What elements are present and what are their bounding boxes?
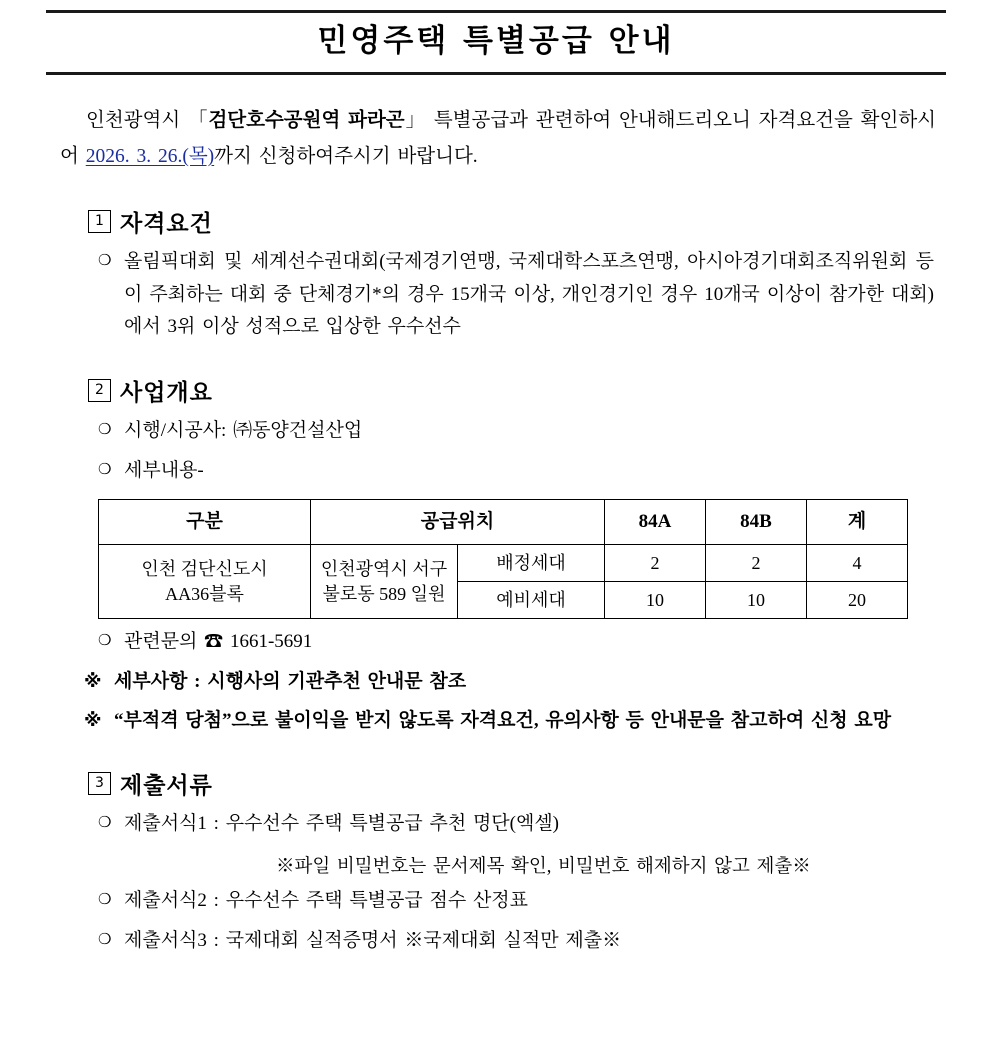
- circle-bullet-icon: ❍: [98, 459, 112, 478]
- intro-after-name: 」 특별공급과 관련하여 안내해드리오니 자격요건을 확인하시어: [60, 109, 936, 167]
- circle-bullet-icon: ❍: [98, 812, 112, 831]
- reference-mark-icon: ※: [84, 709, 102, 731]
- page-title: 민영주택 특별공급 안내: [317, 23, 675, 59]
- table-cell-reserve-total: 20: [807, 582, 908, 619]
- section-number: 3: [88, 772, 111, 795]
- table-row: [99, 544, 908, 581]
- contact-label: 관련문의: [124, 631, 198, 653]
- table-cell-allocated-84a: 2: [605, 544, 706, 581]
- section-title: 제출서류: [120, 772, 213, 799]
- note-text: “부적격 당첨”으로 불이익을 받지 않도록 자격요건, 유의사항 등 안내문을 참고하여 신청 요망: [114, 709, 892, 731]
- deadline-date: 2026. 3. 26.(목): [85, 145, 215, 167]
- supply-table-wrapper: [98, 499, 946, 619]
- table-header-84a: 84A: [605, 500, 706, 545]
- table-header-84b: 84B: [706, 500, 807, 545]
- gubun-line2: AA36블록: [165, 583, 244, 604]
- table-header-row: [99, 500, 908, 545]
- table-cell-location: [311, 544, 458, 619]
- table-cell-gubun: [99, 544, 311, 619]
- circle-bullet-icon: ❍: [98, 631, 112, 650]
- list-item: [98, 246, 946, 344]
- table-header-total: 계: [807, 500, 908, 545]
- gubun-line1: 인천 검단신도시: [141, 559, 268, 580]
- loc-line1: 인천광역시 서구: [320, 559, 448, 580]
- table-cell-allocated-label: 배정세대: [458, 544, 605, 581]
- note-row: [84, 667, 946, 698]
- note-row: [84, 706, 946, 737]
- reference-mark-icon: ※: [84, 671, 102, 693]
- password-note: ※파일 비밀번호는 문서제목 확인, 비밀번호 해제하지 않고 제출※: [276, 857, 811, 878]
- section-number: 1: [88, 210, 111, 233]
- table-cell-allocated-84b: 2: [706, 544, 807, 581]
- developer-text: 시행/시공사: ㈜동양건설산업: [124, 419, 363, 441]
- supply-table: [98, 499, 908, 619]
- section-heading-documents: [88, 767, 946, 800]
- section-title: 사업개요: [120, 379, 213, 406]
- table-header-location: 공급위치: [311, 500, 605, 545]
- circle-bullet-icon: ❍: [98, 419, 112, 438]
- qualification-text: 올림픽대회 및 세계선수권대회(국제경기연맹, 국제대학스포츠연맹, 아시아경기대회조직위원회 등이 주최하는 대회 중 단체경기*의 경우 15개국 이상, 개인경기인 경우 10개국 이상이 참가한 대회)에서 3위 이상 성적으로 입상한 우수선수: [124, 250, 934, 338]
- list-item: [98, 925, 946, 958]
- section-number: 2: [88, 379, 111, 402]
- intro-tail: 까지 신청하여주시기 바랍니다.: [214, 145, 478, 167]
- circle-bullet-icon: ❍: [98, 890, 112, 909]
- table-cell-reserve-84a: 10: [605, 582, 706, 619]
- document-form-1: 제출서식1 : 우수선수 주택 특별공급 추천 명단(엑셀): [124, 812, 560, 834]
- project-name: 검단호수공원역 파라곤: [208, 109, 405, 131]
- list-item: [98, 415, 946, 448]
- contact-text: [124, 626, 946, 659]
- note-text: 세부사항 : 시행사의 기관추천 안내문 참조: [114, 671, 467, 693]
- loc-line2: 불로동 589 일원: [322, 583, 446, 604]
- title-block: [46, 10, 946, 75]
- intro-paragraph: [46, 103, 946, 175]
- table-cell-reserve-label: 예비세대: [458, 582, 605, 619]
- details-label: 세부내용-: [124, 459, 204, 481]
- list-item: [98, 808, 946, 841]
- table-cell-reserve-84b: 10: [706, 582, 807, 619]
- contact-phone: 1661-5691: [229, 631, 313, 653]
- circle-bullet-icon: ❍: [98, 930, 112, 949]
- document-form-2: 제출서식2 : 우수선수 주택 특별공급 점수 산정표: [124, 890, 529, 912]
- section-title: 자격요건: [120, 210, 213, 237]
- list-item: [98, 885, 946, 918]
- section-heading-qualification: [88, 205, 946, 238]
- contact-row: [98, 626, 946, 659]
- table-header-gubun: 구분: [99, 500, 311, 545]
- document-form-3: 제출서식3 : 국제대회 실적증명서 ※국제대회 실적만 제출※: [124, 930, 622, 952]
- list-item: [98, 455, 946, 488]
- document-page: [0, 10, 992, 1038]
- intro-lead: 인천광역시 「: [86, 109, 209, 131]
- circle-bullet-icon: ❍: [98, 250, 112, 269]
- telephone-icon: ☎: [204, 631, 224, 653]
- table-cell-allocated-total: 4: [807, 544, 908, 581]
- section-heading-overview: [88, 374, 946, 407]
